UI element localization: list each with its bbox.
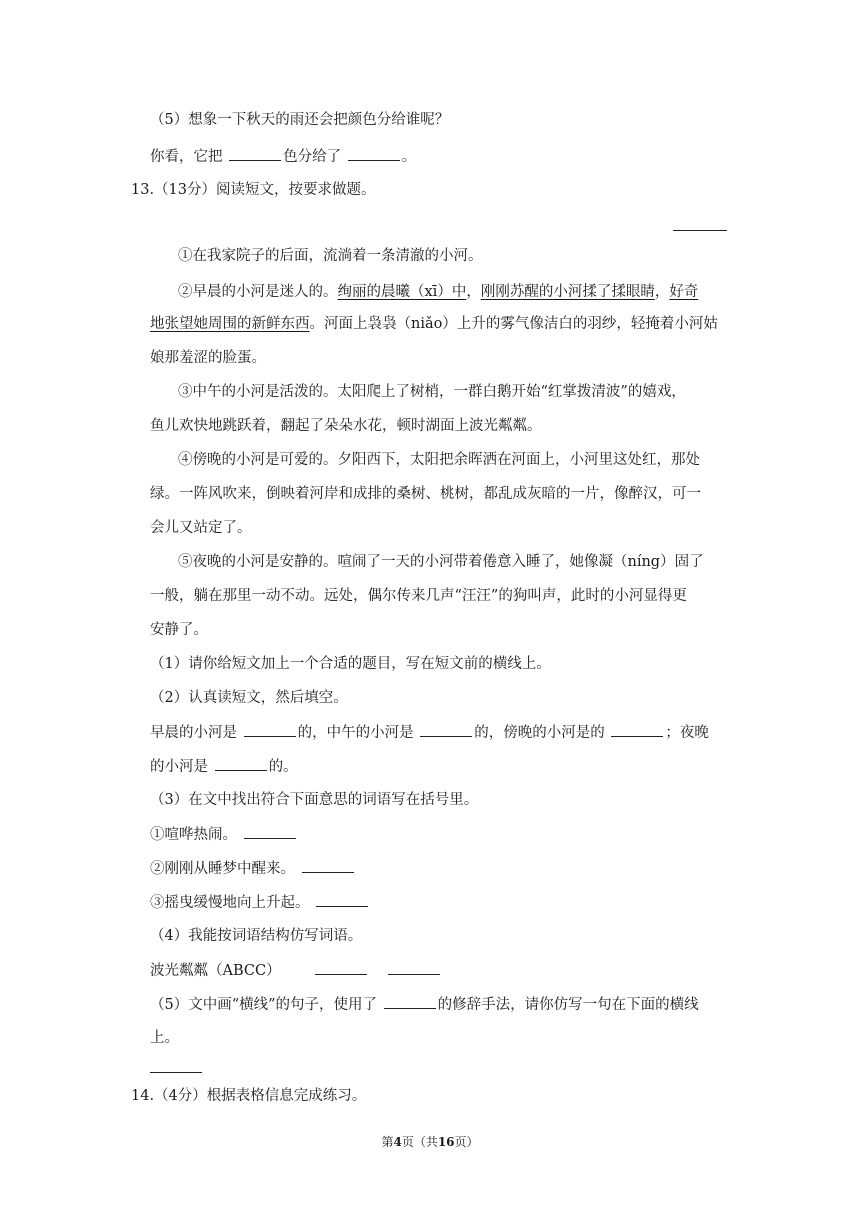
passage-paragraph-1: ①在我家院子的后面，流淌着一条清澈的小河。 [178,248,483,264]
title-blank[interactable] [673,230,727,231]
page-number: 4 [393,1135,402,1149]
text: （5）文中画“横线”的句子，使用了 [150,997,378,1013]
text: ；夜晚 [665,725,709,741]
text: 的。 [268,759,298,775]
page-footer [0,1134,860,1150]
underlined-sentence: 好奇 [669,284,699,300]
passage-paragraph-2-end: 娘那羞涩的脸蛋。 [150,350,266,366]
sub-question-4-fill [150,960,442,981]
text: 页） [454,1135,479,1149]
sub-question-3-item-2 [150,858,356,879]
text: ， [654,284,670,300]
sub-question-1: （1）请你给短文加上一个合适的题目，写在短文前的横线上。 [150,656,551,672]
q13-header: 13.（13分）阅读短文，按要求做题。 [131,182,376,198]
text: 。河面上袅袅（niǎo）上升的雾气像洁白的羽纱，轻掩着小河姑 [309,316,718,332]
text: 的，傍晚的小河是的 [474,725,605,741]
text: 的，中午的小河是 [297,725,414,741]
text: ②刚刚从睡梦中醒来。 [150,861,295,877]
answer-blank[interactable] [611,722,663,737]
underlined-sentence: 地张望她周围的新鲜东西 [150,316,310,332]
answer-blank[interactable] [384,994,436,1009]
answer-blank[interactable] [316,892,368,907]
answer-blank[interactable] [244,722,296,737]
passage-paragraph-5-cont: 一般，躺在那里一动不动。远处，偶尔传来几声“汪汪”的狗叫声，此时的小河显得更 [150,588,687,604]
answer-blank[interactable] [315,960,367,975]
text: ②早晨的小河是迷人的。 [178,284,338,300]
answer-blank[interactable] [302,858,354,873]
passage-paragraph-4-end: 会儿又站定了。 [150,520,252,536]
passage-paragraph-2 [178,282,698,302]
answer-blank[interactable] [420,722,472,737]
text: 的修辞手法，请你仿写一句在下面的横线 [437,997,699,1013]
passage-paragraph-3: ③中午的小河是活泼的。太阳爬上了树梢，一群白鹅开始“红掌拨清波”的嬉戏， [178,384,686,400]
q12-part5-prompt: （5）想象一下秋天的雨还会把颜色分给谁呢？ [150,112,450,128]
answer-blank[interactable] [244,824,296,839]
passage-paragraph-3-cont: 鱼儿欢快地跳跃着，翻起了朵朵水花，顿时湖面上波光粼粼。 [150,418,542,434]
total-pages: 16 [437,1135,455,1149]
text: 第 [381,1135,394,1149]
answer-blank[interactable] [215,756,267,771]
passage-paragraph-4: ④傍晚的小河是可爱的。夕阳西下，太阳把余晖洒在河面上，小河里这处红，那处 [178,452,700,468]
text: ①喧哗热闹。 [150,827,237,843]
sub-question-2-fill [150,722,709,743]
sub-question-4: （4）我能按词语结构仿写词语。 [150,928,363,944]
sub-question-5-cont: 上。 [150,1030,179,1046]
sub-question-3-item-1 [150,824,298,845]
text: ， [466,284,481,300]
underlined-sentence: 刚刚苏醒的小河揉了揉眼睛 [480,284,655,300]
text: 的小河是 [150,759,208,775]
answer-blank[interactable] [348,146,400,161]
text: 。 [401,149,417,165]
sub-question-3-item-3 [150,892,370,913]
text: 早晨的小河是 [150,725,237,741]
answer-blank[interactable] [388,960,440,975]
text: 色分给了 [283,149,342,165]
sub-question-5 [150,994,699,1015]
passage-paragraph-2-cont [150,314,718,334]
underlined-sentence: 绚丽的晨曦（xī）中 [337,284,467,300]
sub-question-2: （2）认真读短文，然后填空。 [150,690,348,706]
q12-part5-answer [150,146,416,167]
text: ③摇曳缓慢地向上升起。 [150,895,310,911]
imitation-sentence-blank[interactable] [150,1072,202,1073]
sub-question-3: （3）在文中找出符合下面意思的词语写在括号里。 [150,792,479,808]
text: 你看，它把 [150,149,223,165]
answer-blank[interactable] [229,146,281,161]
sub-question-2-fill-cont [150,756,298,777]
q14-header: 14.（4分）根据表格信息完成练习。 [131,1088,367,1104]
passage-paragraph-4-cont: 绿。一阵风吹来，倒映着河岸和成排的桑树、桃树，都乱成灰暗的一片，像醉汉，可一 [150,486,701,502]
text: 页（共 [401,1135,438,1149]
text: 波光粼粼（ABCC） [150,963,281,979]
passage-paragraph-5: ⑤夜晚的小河是安静的。喧闹了一天的小河带着倦意入睡了，她像凝（níng）固了 [178,554,704,570]
passage-paragraph-5-end: 安静了。 [150,622,208,638]
